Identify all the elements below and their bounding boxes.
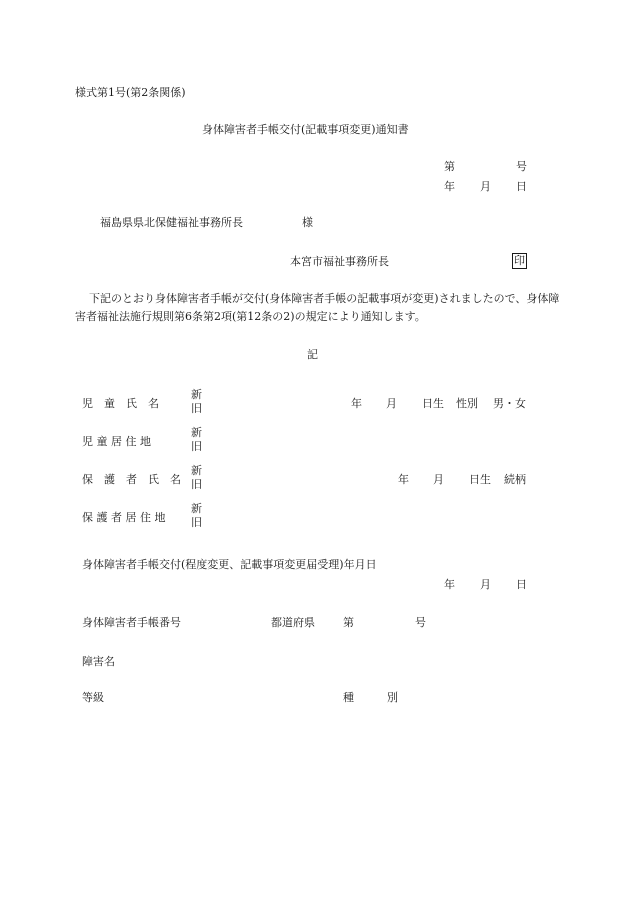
issue-date-day: 日 [516,578,527,591]
body-text: 下記のとおり身体障害者手帳が交付(身体障害者手帳の記載事項が変更)されましたので、身体障害者福祉法施行規則第6条第2項(第12条の2)の規定により通知します。 [75,292,560,323]
guardian-address-new-old [191,502,202,531]
ki-heading: 記 [307,348,318,361]
child-birth-month: 月 [386,397,397,410]
old-mark: 旧 [191,516,202,530]
sender-name: 本宮市福祉事務所長 [290,255,389,268]
guardian-birth-month: 月 [433,473,444,486]
old-mark: 旧 [191,440,202,454]
handbook-number-label: 身体障害者手帳番号 [82,616,181,629]
form-number: 様式第1号(第2条関係) [75,86,186,99]
child-sex-options: 男・女 [493,397,526,410]
new-mark: 新 [191,502,202,515]
handbook-prefecture: 都道府県 [271,616,315,629]
handbook-number-go: 号 [415,616,426,629]
body-paragraph [75,290,565,325]
disability-name-label: 障害名 [82,655,115,668]
doc-number-dai: 第 [444,160,455,173]
child-name-label: 児 童 氏 名 [82,397,159,410]
grade-type-label: 種 別 [343,691,398,704]
seal-stamp [512,253,527,269]
addressee-name: 福島県県北保健福祉事務所長 [100,216,243,229]
guardian-name-new-old [191,464,202,493]
child-birth-day: 日生 [422,397,444,410]
new-mark: 新 [191,388,202,401]
child-address-new-old [191,426,202,455]
issue-date-year: 年 [444,578,455,591]
new-mark: 新 [191,464,202,477]
doc-number-go: 号 [516,160,527,173]
child-sex-label: 性別 [456,397,478,410]
handbook-number-dai: 第 [343,616,354,629]
old-mark: 旧 [191,402,202,416]
guardian-relation-label: 続柄 [504,473,526,486]
issue-date-label: 身体障害者手帳交付(程度変更、記載事項変更届受理)年月日 [82,558,377,571]
grade-label: 等級 [82,691,104,704]
new-mark: 新 [191,426,202,439]
addressee-honorific: 様 [302,216,313,229]
date-month: 月 [480,180,491,193]
date-day: 日 [516,180,527,193]
old-mark: 旧 [191,478,202,492]
child-birth-year: 年 [351,397,362,410]
guardian-address-label: 保 護 者 居 住 地 [82,511,166,524]
issue-date-month: 月 [480,578,491,591]
child-name-new-old [191,388,202,417]
date-year: 年 [444,180,455,193]
seal-mark: 印 [514,254,525,267]
child-address-label: 児 童 居 住 地 [82,435,151,448]
guardian-name-label: 保 護 者 氏 名 [82,473,181,486]
guardian-birth-day: 日生 [469,473,491,486]
document-title: 身体障害者手帳交付(記載事項変更)通知書 [202,123,409,136]
guardian-birth-year: 年 [398,473,409,486]
